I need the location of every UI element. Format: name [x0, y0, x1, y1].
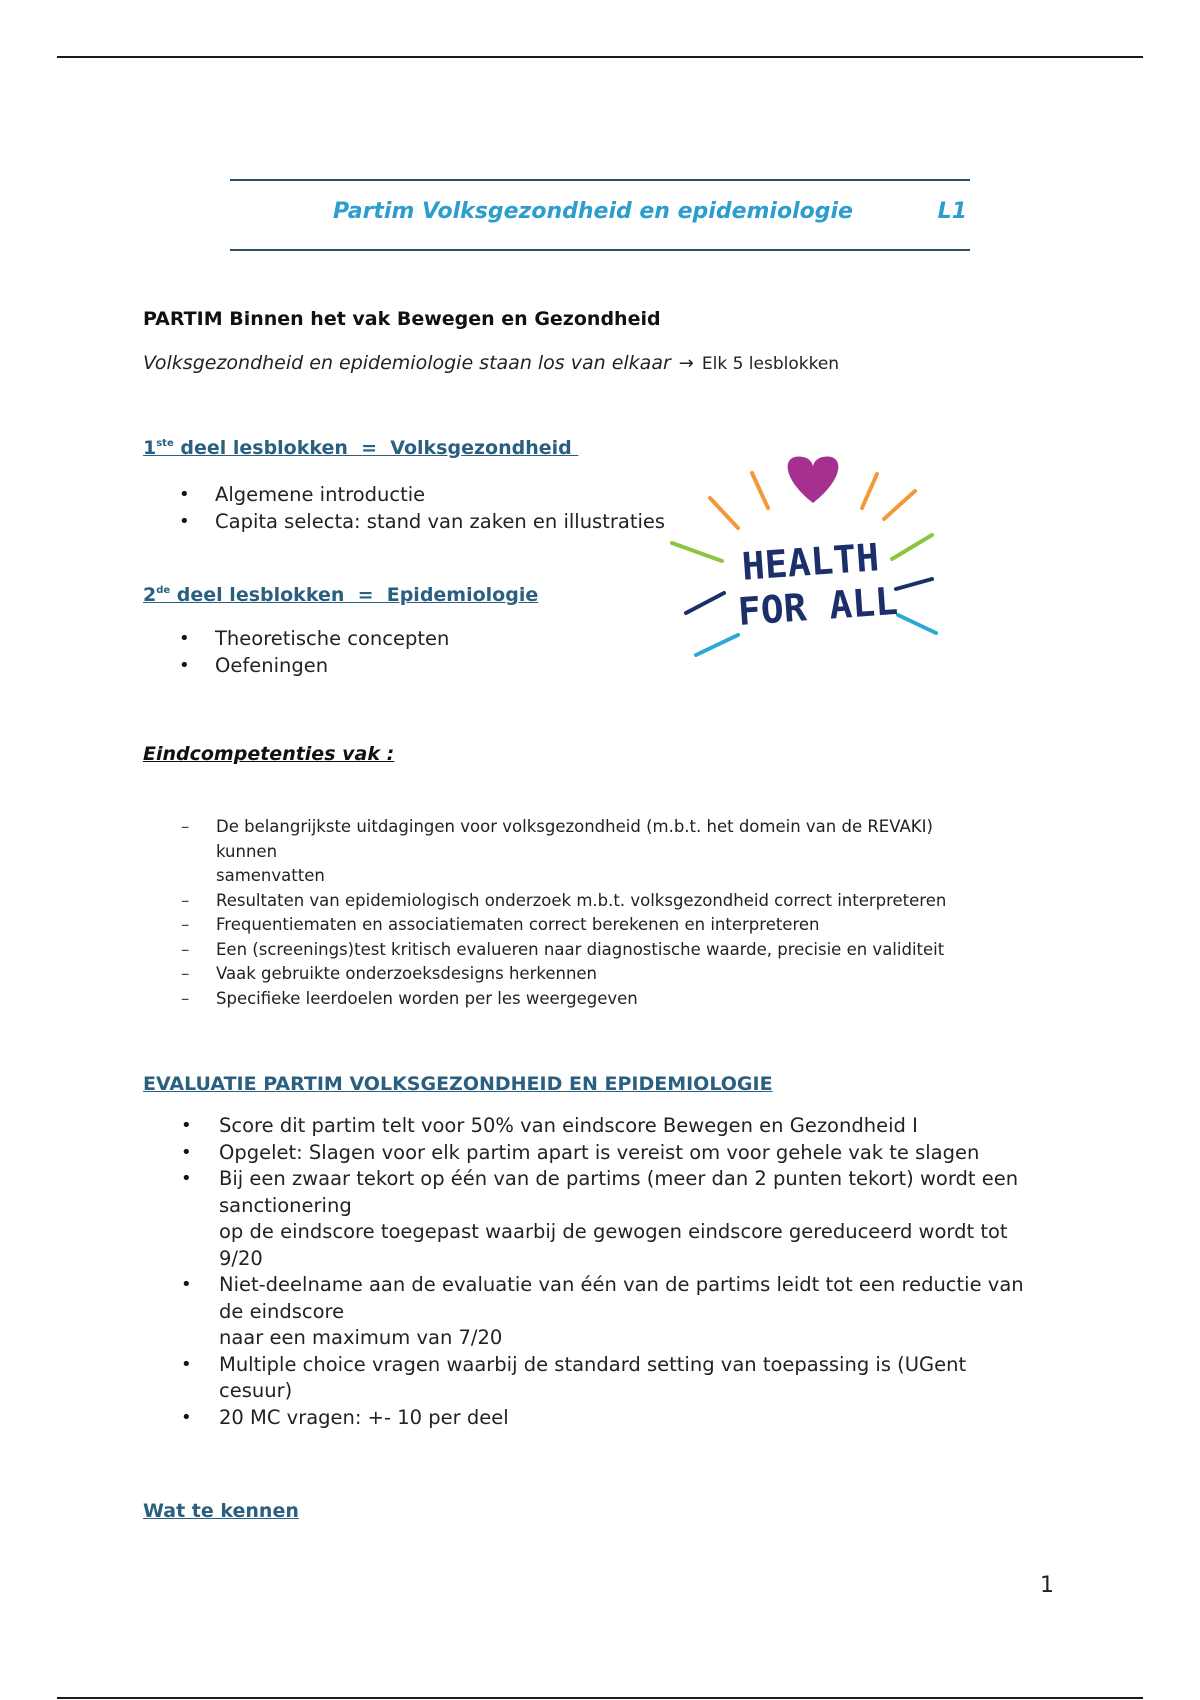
- intro-line: [143, 352, 839, 374]
- health-for-all-logo: [660, 455, 950, 665]
- arrow-right-icon: →: [678, 353, 694, 374]
- item-line: • Bij een zwaar tekort op één van de partims (meer dan 2 punten tekort) wordt een: [219, 1167, 1019, 1190]
- logo-text-health: HEALTH: [740, 535, 881, 589]
- item-line: kunnen: [216, 841, 278, 861]
- section-heading-part1: [143, 437, 578, 459]
- list-item: [143, 1113, 1093, 1140]
- evaluatie-list: [143, 1113, 1093, 1431]
- page-top-rule: [57, 56, 1143, 58]
- ray-green: [892, 535, 932, 559]
- heart-icon: [788, 457, 839, 503]
- item-line: cesuur): [219, 1379, 293, 1402]
- list-item: [143, 889, 946, 914]
- ray-navy: [896, 579, 932, 589]
- wat-te-kennen-heading: Wat te kennen: [143, 1500, 299, 1522]
- item-line: – Vaak gebruikte onderzoeksdesigns herkennen: [216, 964, 598, 983]
- partim-heading: PARTIM Binnen het vak Bewegen en Gezondheid: [143, 308, 661, 330]
- lesson-code: L1: [937, 199, 967, 224]
- intro-tail-text: Elk 5 lesblokken: [701, 354, 840, 374]
- part1-number: 1: [143, 437, 157, 459]
- item-line: – Frequentiematen en associatiematen correct berekenen en interpreteren: [216, 915, 820, 934]
- list-item: [143, 938, 946, 963]
- eindcompetenties-list: [143, 815, 946, 1011]
- ray-orange: [862, 474, 877, 508]
- part1-list: [143, 481, 665, 535]
- list-item: [143, 1352, 1093, 1405]
- item-line: – De belangrijkste uitdagingen voor volksgezondheid (m.b.t. het domein van de REVAKI): [216, 817, 933, 836]
- item-line: op de eindscore toegepast waarbij de gewogen eindscore gereduceerd wordt tot: [219, 1220, 1008, 1243]
- list-item: • Oefeningen: [143, 652, 449, 679]
- list-item: [143, 913, 946, 938]
- eindcompetenties-heading: Eindcompetenties vak :: [143, 743, 395, 765]
- title-box: [230, 179, 970, 251]
- item-line: • Score dit partim telt voor 50% van eindscore Bewegen en Gezondheid I: [219, 1114, 918, 1137]
- logo-text-for-all: FOR ALL: [736, 578, 900, 634]
- part2-heading-text: deel lesblokken = Epidemiologie: [170, 584, 539, 606]
- item-line: de eindscore: [219, 1299, 345, 1323]
- list-item: [143, 1272, 1093, 1352]
- ray-blue: [898, 615, 936, 633]
- part1-heading-text: deel lesblokken = Volksgezondheid: [173, 437, 579, 459]
- ray-orange: [884, 491, 915, 519]
- list-item: [143, 815, 946, 889]
- item-line: • 20 MC vragen: +- 10 per deel: [219, 1405, 509, 1429]
- item-line: 9/20: [219, 1246, 263, 1270]
- list-item: • Algemene introductie: [143, 481, 665, 508]
- page-bottom-rule: [57, 1697, 1143, 1699]
- list-item: [143, 987, 946, 1012]
- part2-superscript: de: [156, 585, 171, 596]
- item-line: sanctionering: [219, 1193, 352, 1217]
- list-item: [143, 1405, 1093, 1432]
- item-line: • Multiple choice vragen waarbij de standard setting van toepassing is (UGent: [219, 1352, 967, 1376]
- evaluatie-heading: EVALUATIE PARTIM VOLKSGEZONDHEID EN EPIDEMIOLOGIE: [143, 1073, 773, 1095]
- ray-orange: [752, 473, 768, 508]
- ray-navy: [686, 593, 724, 613]
- list-item: [143, 1166, 1093, 1272]
- intro-italic-text: Volksgezondheid en epidemiologie staan los van elkaar: [143, 352, 671, 374]
- item-line: • Opgelet: Slagen voor elk partim apart is vereist om voor gehele vak te slagen: [219, 1140, 980, 1164]
- ray-green: [672, 543, 722, 561]
- item-line: – Een (screenings)test kritisch evalueren naar diagnostische waarde, precisie en validiteit: [216, 939, 945, 959]
- part2-list: [143, 625, 449, 679]
- item-line: samenvatten: [216, 866, 325, 885]
- section-heading-part2: [143, 584, 538, 606]
- item-line: • Niet-deelname aan de evaluatie van één van de partims leidt tot een reductie van: [219, 1273, 1024, 1296]
- item-line: naar een maximum van 7/20: [219, 1326, 503, 1349]
- item-line: – Resultaten van epidemiologisch onderzoek m.b.t. volksgezondheid correct interpreteren: [216, 890, 947, 910]
- ray-blue: [696, 635, 738, 655]
- document-title: Partim Volksgezondheid en epidemiologie: [333, 199, 853, 224]
- list-item: • Capita selecta: stand van zaken en illustraties: [143, 508, 665, 535]
- part2-number: 2: [143, 584, 157, 606]
- part1-superscript: ste: [156, 438, 174, 449]
- list-item: • Theoretische concepten: [143, 625, 449, 652]
- item-line: – Specifieke leerdoelen worden per les weergegeven: [216, 988, 638, 1008]
- list-item: [143, 962, 946, 987]
- ray-orange: [710, 498, 738, 528]
- list-item: [143, 1140, 1093, 1167]
- page-number: 1: [1040, 1573, 1054, 1598]
